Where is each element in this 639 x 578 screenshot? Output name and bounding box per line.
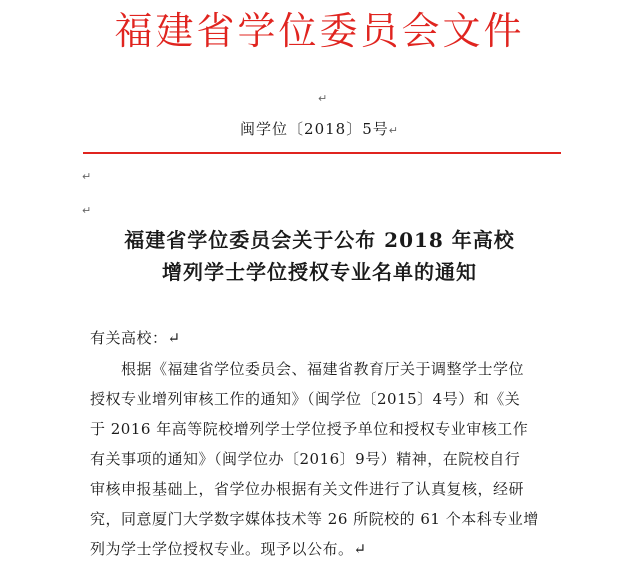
paragraph-mark-icon: ↵ — [318, 92, 328, 105]
document-number — [0, 118, 639, 139]
body-line: 审核申报基础上，省学位办根据有关文件进行了认真复核，经研 — [90, 480, 525, 498]
document-title-line-1: 福建省学位委员会关于公布 2018 年高校 — [124, 228, 515, 252]
body-line: 根据《福建省学位委员会、福建省教育厅关于调整学士学位 — [121, 360, 525, 378]
salutation: 有关高校：↵ — [90, 329, 181, 347]
paragraph-mark-icon: ↵ — [82, 204, 92, 217]
body-line: 列为学士学位授权专业。现予以公布。↵ — [90, 540, 367, 558]
document-title-line-2: 增列学士学位授权专业名单的通知 — [162, 260, 477, 284]
document-header-title: 福建省学位委员会文件 — [114, 9, 525, 53]
body-line: 授权专业增列审核工作的通知》（闽学位〔2015〕4号）和《关 — [90, 390, 521, 408]
body-line: 有关事项的通知》（闽学位办〔2016〕9号）精神，在院校自行 — [90, 450, 521, 468]
body-line: 于 2016 年高等院校增列学士学位授予单位和授权专业审核工作 — [90, 420, 529, 438]
paragraph-mark-icon: ↵ — [388, 124, 399, 137]
body-line: 究，同意厦门大学数字媒体技术等 26 所院校的 61 个本科专业增 — [90, 510, 539, 528]
paragraph-mark-icon: ↵ — [82, 170, 92, 183]
document-number-text: 闽学位〔2018〕5号 — [240, 120, 389, 138]
red-divider-line — [83, 152, 561, 154]
